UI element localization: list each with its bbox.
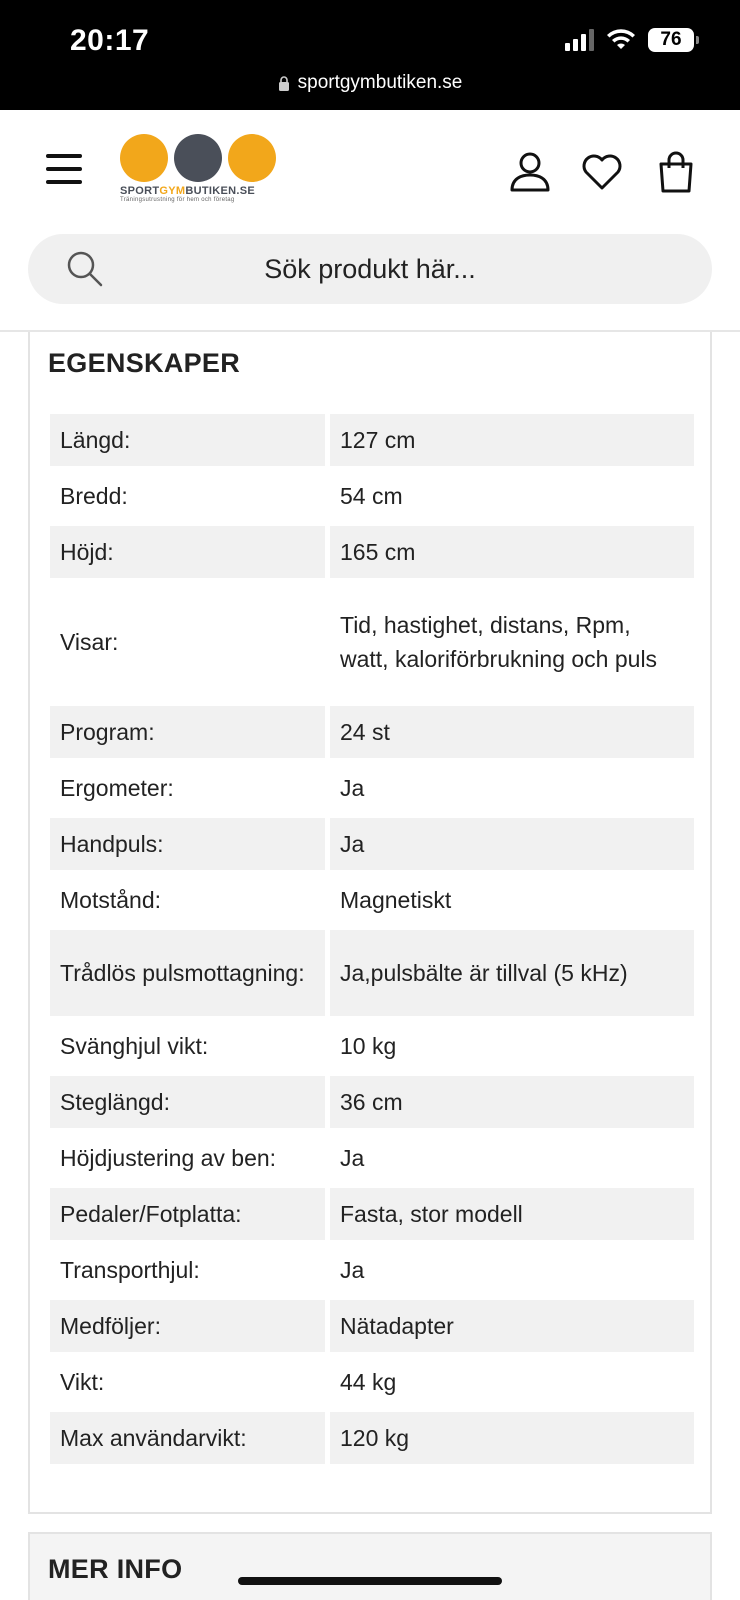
property-row — [50, 582, 694, 706]
site-logo[interactable] — [120, 134, 290, 220]
property-row — [50, 706, 694, 762]
property-key: Höjd: — [50, 526, 330, 582]
property-value: Tid, hastighet, distans, Rpm, watt, kaloriförbrukning och puls — [330, 582, 694, 706]
property-row — [50, 414, 694, 470]
account-icon[interactable] — [508, 150, 552, 194]
property-key: Visar: — [50, 582, 330, 706]
property-value: 36 cm — [330, 1076, 694, 1132]
property-key: Medföljer: — [50, 1300, 330, 1356]
property-value: Ja — [330, 818, 694, 874]
property-row — [50, 1076, 694, 1132]
property-value: Ja — [330, 1132, 694, 1188]
property-row — [50, 762, 694, 818]
battery-icon: 76 — [648, 28, 694, 52]
properties-title: EGENSKAPER — [48, 348, 241, 378]
property-row — [50, 470, 694, 526]
logo-figure-circle — [228, 134, 276, 182]
property-row — [50, 1020, 694, 1076]
property-key: Höjdjustering av ben: — [50, 1132, 330, 1188]
property-key: Vikt: — [50, 1356, 330, 1412]
property-value: 10 kg — [330, 1020, 694, 1076]
cellular-signal-icon — [565, 29, 594, 51]
shopping-bag-icon[interactable] — [654, 150, 698, 194]
site-header — [0, 110, 740, 230]
property-row — [50, 526, 694, 582]
property-value: 54 cm — [330, 470, 694, 526]
properties-table — [50, 414, 694, 1468]
url-bar[interactable] — [0, 72, 740, 94]
property-row — [50, 1244, 694, 1300]
property-row — [50, 874, 694, 930]
property-value: Ja,pulsbälte är tillval (5 kHz) — [330, 930, 694, 1020]
property-key: Handpuls: — [50, 818, 330, 874]
logo-wordmark: SPORTGYMBUTIKEN.SE — [120, 185, 255, 197]
property-row — [50, 1356, 694, 1412]
lock-icon — [278, 76, 290, 91]
property-key: Ergometer: — [50, 762, 330, 818]
logo-figure-circle — [120, 134, 168, 182]
property-row — [50, 818, 694, 874]
wishlist-heart-icon[interactable] — [580, 150, 624, 194]
more-info-title: MER INFO — [48, 1554, 183, 1584]
property-row — [50, 930, 694, 1020]
status-bar — [0, 0, 740, 110]
property-value: Ja — [330, 762, 694, 818]
property-row — [50, 1412, 694, 1468]
status-icons — [565, 28, 694, 52]
property-value: 120 kg — [330, 1412, 694, 1468]
property-key: Motstånd: — [50, 874, 330, 930]
wifi-icon — [606, 29, 636, 51]
more-info-section[interactable] — [28, 1532, 712, 1600]
property-key: Svänghjul vikt: — [50, 1020, 330, 1076]
property-row — [50, 1300, 694, 1356]
property-key: Längd: — [50, 414, 330, 470]
properties-section — [28, 332, 712, 1514]
logo-figures — [120, 134, 290, 182]
property-value: 24 st — [330, 706, 694, 762]
status-time: 20:17 — [70, 24, 150, 57]
property-row — [50, 1132, 694, 1188]
search-bar[interactable] — [28, 234, 712, 304]
property-value: 165 cm — [330, 526, 694, 582]
property-value: Magnetiskt — [330, 874, 694, 930]
property-value: 44 kg — [330, 1356, 694, 1412]
menu-icon[interactable] — [46, 154, 82, 184]
property-value: Ja — [330, 1244, 694, 1300]
search-input[interactable]: Sök produkt här... — [264, 254, 476, 284]
property-key: Trådlös pulsmottagning: — [50, 930, 330, 1020]
property-key: Transporthjul: — [50, 1244, 330, 1300]
property-key: Steglängd: — [50, 1076, 330, 1132]
property-value: Nätadapter — [330, 1300, 694, 1356]
property-key: Bredd: — [50, 470, 330, 526]
property-value: Fasta, stor modell — [330, 1188, 694, 1244]
property-key: Pedaler/Fotplatta: — [50, 1188, 330, 1244]
logo-tagline: Träningsutrustning för hem och företag — [120, 197, 235, 203]
property-row — [50, 1188, 694, 1244]
property-value: 127 cm — [330, 414, 694, 470]
property-key: Max användarvikt: — [50, 1412, 330, 1468]
logo-figure-circle — [174, 134, 222, 182]
home-indicator — [238, 1577, 502, 1585]
property-key: Program: — [50, 706, 330, 762]
url-text: sportgymbutiken.se — [297, 72, 463, 93]
